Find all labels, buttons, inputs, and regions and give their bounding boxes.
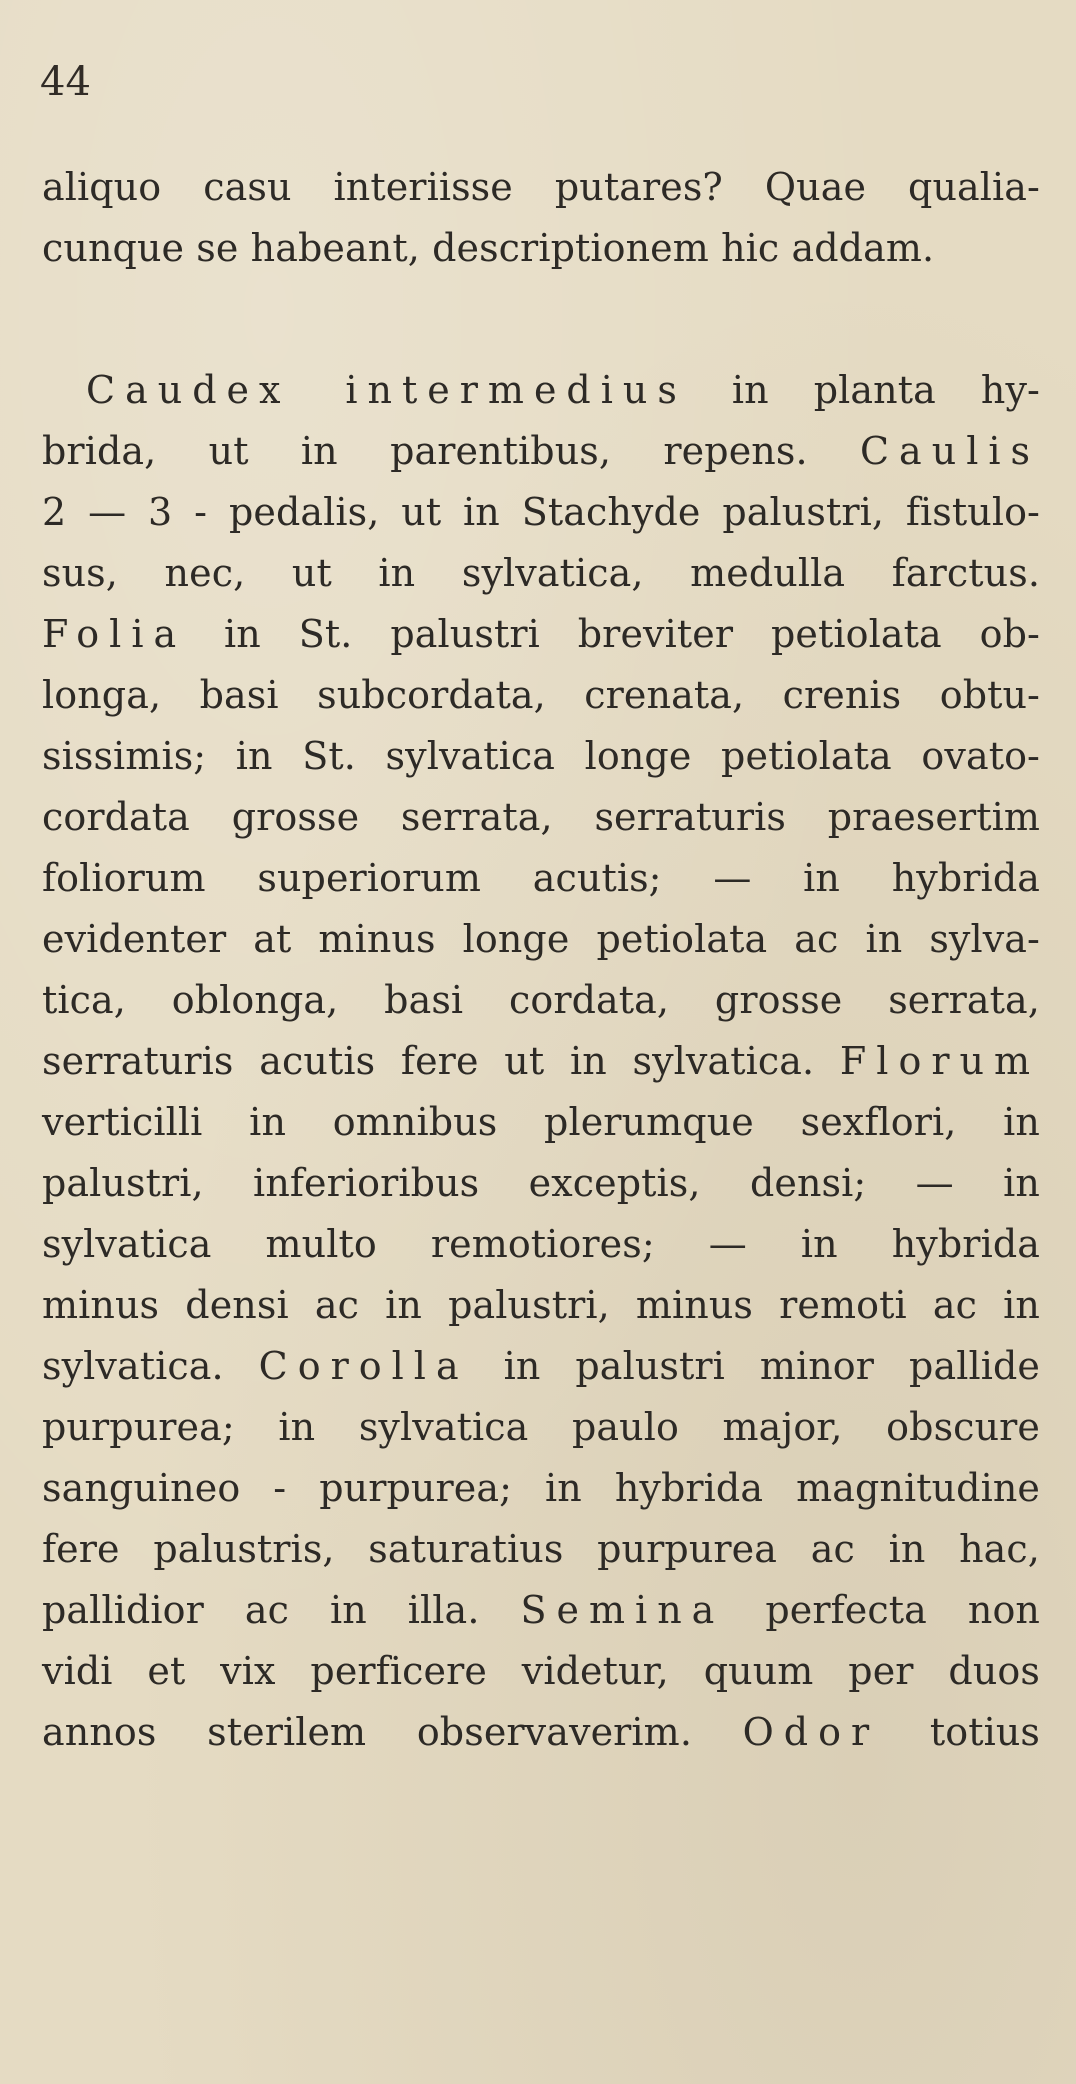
text-line: 2 — 3 - pedalis, ut in Stachyde palustri, fistulo-: [42, 490, 1040, 534]
text-line: palustri, inferioribus exceptis, densi; — in: [42, 1161, 1040, 1205]
spaced-term-odor: Odor: [742, 1710, 880, 1754]
text-line: cordata grosse serrata, serraturis praesertim: [42, 795, 1040, 839]
line-text: in palustri minor pallide: [503, 1344, 1040, 1388]
page-number: 44: [40, 59, 91, 105]
text-line: [86, 368, 1040, 412]
text-line: minus densi ac in palustri, minus remoti ac in: [42, 1283, 1040, 1327]
line-text: pallidior ac in illa.: [42, 1588, 480, 1632]
text-line: [42, 612, 1040, 656]
spaced-term-caulis: Caulis: [859, 429, 1040, 473]
text-line: evidenter at minus longe petiolata ac in sylva-: [42, 917, 1040, 961]
line-text: totius: [929, 1710, 1040, 1754]
text-line: tica, oblonga, basi cordata, grosse serrata,: [42, 978, 1040, 1022]
line-text: annos sterilem observaverim.: [42, 1710, 692, 1754]
text-line: [42, 429, 1040, 473]
text-line: vidi et vix perficere videtur, quum per duos: [42, 1649, 1040, 1693]
text-line: sanguineo - purpurea; in hybrida magnitudine: [42, 1466, 1040, 1510]
line-text: sylvatica.: [42, 1344, 224, 1388]
line-text: serraturis acutis fere ut in sylvatica.: [42, 1039, 815, 1083]
text-line: sylvatica multo remotiores; — in hybrida: [42, 1222, 1040, 1266]
text-line: [42, 1588, 1040, 1632]
text-line: cunque se habeant, descriptionem hic addam.: [42, 226, 935, 270]
line-text: in planta hy-: [731, 368, 1040, 412]
text-line: foliorum superiorum acutis; — in hybrida: [42, 856, 1040, 900]
text-line: verticilli in omnibus plerumque sexflori, in: [42, 1100, 1040, 1144]
text-line: aliquo casu interiisse putares? Quae qualia-: [42, 165, 1040, 209]
line-text: in St. palustri breviter petiolata ob-: [224, 612, 1040, 656]
spaced-term-florum: Florum: [839, 1039, 1040, 1083]
text-line: [42, 1039, 1040, 1083]
text-line: purpurea; in sylvatica paulo major, obscure: [42, 1405, 1040, 1449]
text-line: fere palustris, saturatius purpurea ac in hac,: [42, 1527, 1040, 1571]
text-line: [42, 1710, 1040, 1754]
spaced-term-caudex: Caudex intermedius: [86, 368, 687, 412]
text-line: [42, 1344, 1040, 1388]
spaced-term-semina: Semina: [520, 1588, 725, 1632]
spaced-term-folia: Folia: [42, 612, 187, 656]
spaced-term-corolla: Corolla: [258, 1344, 469, 1388]
line-text: perfecta non: [765, 1588, 1040, 1632]
line-text: brida, ut in parentibus, repens.: [42, 429, 808, 473]
text-line: sissimis; in St. sylvatica longe petiolata ovato-: [42, 734, 1040, 778]
text-line: longa, basi subcordata, crenata, crenis obtu-: [42, 673, 1040, 717]
text-line: sus, nec, ut in sylvatica, medulla farctus.: [42, 551, 1040, 595]
